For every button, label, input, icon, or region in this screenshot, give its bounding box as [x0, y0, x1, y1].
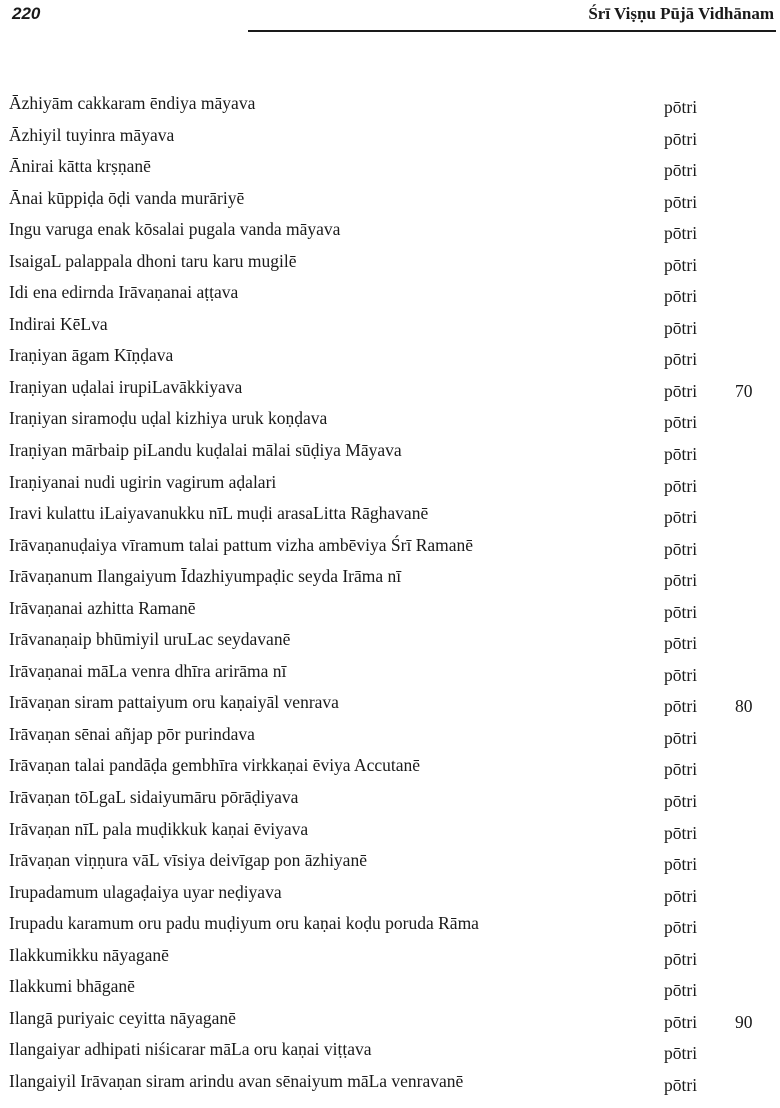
litany-entry	[0, 593, 780, 625]
litany-entry	[0, 277, 780, 309]
verse-number: 90	[735, 1011, 753, 1032]
litany-entry	[0, 908, 780, 940]
entry-refrain: pōtri	[664, 980, 698, 1001]
litany-entry	[0, 183, 780, 215]
litany-entry	[0, 372, 780, 404]
litany-entry	[0, 750, 780, 782]
entry-refrain: pōtri	[664, 286, 698, 307]
entry-refrain: pōtri	[664, 254, 698, 275]
litany-entry	[0, 845, 780, 877]
litany-entry	[0, 435, 780, 467]
entry-text: Irāvaṇan talai pandāḍa gembhīra virkkaṇai ēviya Accutanē	[9, 755, 421, 776]
litany-entry	[0, 940, 780, 972]
litany-entry	[0, 151, 780, 183]
entry-text: Ingu varuga enak kōsalai pugala vanda māyava	[9, 219, 341, 240]
entry-refrain: pōtri	[664, 696, 698, 717]
litany-entry	[0, 877, 780, 909]
entry-refrain: pōtri	[664, 601, 698, 622]
entry-refrain: pōtri	[664, 917, 698, 938]
entry-refrain: pōtri	[664, 664, 698, 685]
litany-entry	[0, 246, 780, 278]
entry-refrain: pōtri	[664, 475, 698, 496]
entry-refrain: pōtri	[664, 1043, 698, 1064]
entry-refrain: pōtri	[664, 128, 698, 149]
entry-refrain: pōtri	[664, 349, 698, 370]
entry-text: Irāvaṇan sēnai añjap pōr purindava	[9, 723, 255, 744]
entry-refrain: pōtri	[664, 948, 698, 969]
entry-refrain: pōtri	[664, 885, 698, 906]
entry-text: Irupadu karamum oru padu muḍiyum oru kaṇai koḍu poruda Rāma	[9, 913, 479, 934]
litany-entry	[0, 214, 780, 246]
entry-refrain: pōtri	[664, 444, 698, 465]
litany-entry	[0, 1066, 780, 1098]
litany-entry	[0, 1034, 780, 1066]
entry-text: Irāvaṇanum Ilangaiyum Īdazhiyumpaḍic seyda Irāma nī	[9, 566, 402, 587]
entry-text: Indirai KēLva	[9, 313, 108, 334]
litany-entry	[0, 971, 780, 1003]
entry-text: Iraṇiyan āgam Kīṇḍava	[9, 345, 174, 366]
entry-refrain: pōtri	[664, 160, 698, 181]
entry-refrain: pōtri	[664, 507, 698, 528]
litany-entry	[0, 498, 780, 530]
entry-refrain: pōtri	[664, 412, 698, 433]
entry-text: Irāvanaṇaip bhūmiyil uruLac seydavanē	[9, 629, 291, 650]
entry-text: Iraṇiyan mārbaip piLandu kuḍalai mālai sūḍiya Māyava	[9, 440, 402, 461]
running-title: Śrī Viṣṇu Pūjā Vidhānam	[588, 4, 774, 23]
entry-text: Iravi kulattu iLaiyavanukku nīL muḍi arasaLitta Rāghavanē	[9, 503, 429, 524]
litany-entry	[0, 403, 780, 435]
entry-text: Irāvaṇan siram pattaiyum oru kaṇaiyāl venrava	[9, 692, 339, 713]
entry-refrain: pōtri	[664, 317, 698, 338]
entry-text: Ilangaiyil Irāvaṇan siram arindu avan sēnaiyum māLa venravanē	[9, 1070, 464, 1091]
header-rule	[248, 30, 776, 32]
entry-text: Iraṇiyanai nudi ugirin vagirum aḍalari	[9, 471, 277, 492]
entry-refrain: pōtri	[664, 380, 698, 401]
litany-entry	[0, 467, 780, 499]
litany-entry	[0, 687, 780, 719]
page-number: 220	[12, 4, 41, 23]
entry-text: Ānirai kātta krṣṇanē	[9, 156, 151, 177]
entry-refrain: pōtri	[664, 1011, 698, 1032]
litany-list	[0, 88, 780, 1098]
entry-refrain: pōtri	[664, 822, 698, 843]
entry-refrain: pōtri	[664, 791, 698, 812]
entry-text: Ilangā puriyaic ceyitta nāyaganē	[9, 1007, 236, 1028]
entry-text: Iraṇiyan siramoḍu uḍal kizhiya uruk koṇḍava	[9, 408, 328, 429]
verse-number: 80	[735, 696, 753, 717]
litany-entry	[0, 719, 780, 751]
entry-text: Irāvaṇan nīL pala muḍikkuk kaṇai ēviyava	[9, 818, 309, 839]
entry-refrain: pōtri	[664, 570, 698, 591]
entry-text: Ilakkumikku nāyaganē	[9, 944, 169, 965]
entry-text: Idi ena edirnda Irāvaṇanai aṭṭava	[9, 282, 239, 303]
entry-text: Irāvaṇan viṇṇura vāL vīsiya deivīgap pon āzhiyanē	[9, 850, 367, 871]
entry-text: IsaigaL palappala dhoni taru karu mugilē	[9, 250, 297, 271]
litany-entry	[0, 656, 780, 688]
entry-text: Ānai kūppiḍa ōḍi vanda murāriyē	[9, 187, 245, 208]
entry-text: Irāvaṇanai azhitta Ramanē	[9, 597, 196, 618]
entry-text: Irāvaṇanai māLa venra dhīra arirāma nī	[9, 660, 287, 681]
litany-entry	[0, 624, 780, 656]
entry-refrain: pōtri	[664, 538, 698, 559]
litany-entry	[0, 530, 780, 562]
litany-entry	[0, 340, 780, 372]
entry-text: Iraṇiyan uḍalai irupiLavākkiyava	[9, 376, 243, 397]
entry-refrain: pōtri	[664, 97, 698, 117]
litany-entry	[0, 782, 780, 814]
entry-refrain: pōtri	[664, 727, 698, 748]
litany-entry	[0, 88, 780, 120]
entry-text: Irupadamum ulagaḍaiya uyar neḍiyava	[9, 881, 282, 902]
entry-refrain: pōtri	[664, 759, 698, 780]
entry-refrain: pōtri	[664, 191, 698, 212]
entry-refrain: pōtri	[664, 633, 698, 654]
page-header	[0, 0, 780, 40]
verse-number: 70	[735, 380, 753, 401]
litany-entry	[0, 561, 780, 593]
entry-text: Irāvaṇan tōLgaL sidaiyumāru pōrāḍiyava	[9, 787, 299, 808]
litany-entry	[0, 1003, 780, 1035]
entry-text: Āzhiyām cakkaram ēndiya māyava	[9, 93, 256, 113]
entry-text: Ilakkumi bhāganē	[9, 976, 135, 997]
litany-entry	[0, 120, 780, 152]
litany-entry	[0, 309, 780, 341]
entry-text: Āzhiyil tuyinra māyava	[9, 124, 175, 145]
entry-text: Irāvaṇanuḍaiya vīramum talai pattum vizha ambēviya Śrī Ramanē	[9, 534, 474, 555]
entry-refrain: pōtri	[664, 223, 698, 244]
entry-refrain: pōtri	[664, 854, 698, 875]
entry-refrain: pōtri	[664, 1074, 698, 1095]
entry-text: Ilangaiyar adhipati niśicarar māLa oru kaṇai viṭṭava	[9, 1039, 372, 1060]
litany-entry	[0, 814, 780, 846]
